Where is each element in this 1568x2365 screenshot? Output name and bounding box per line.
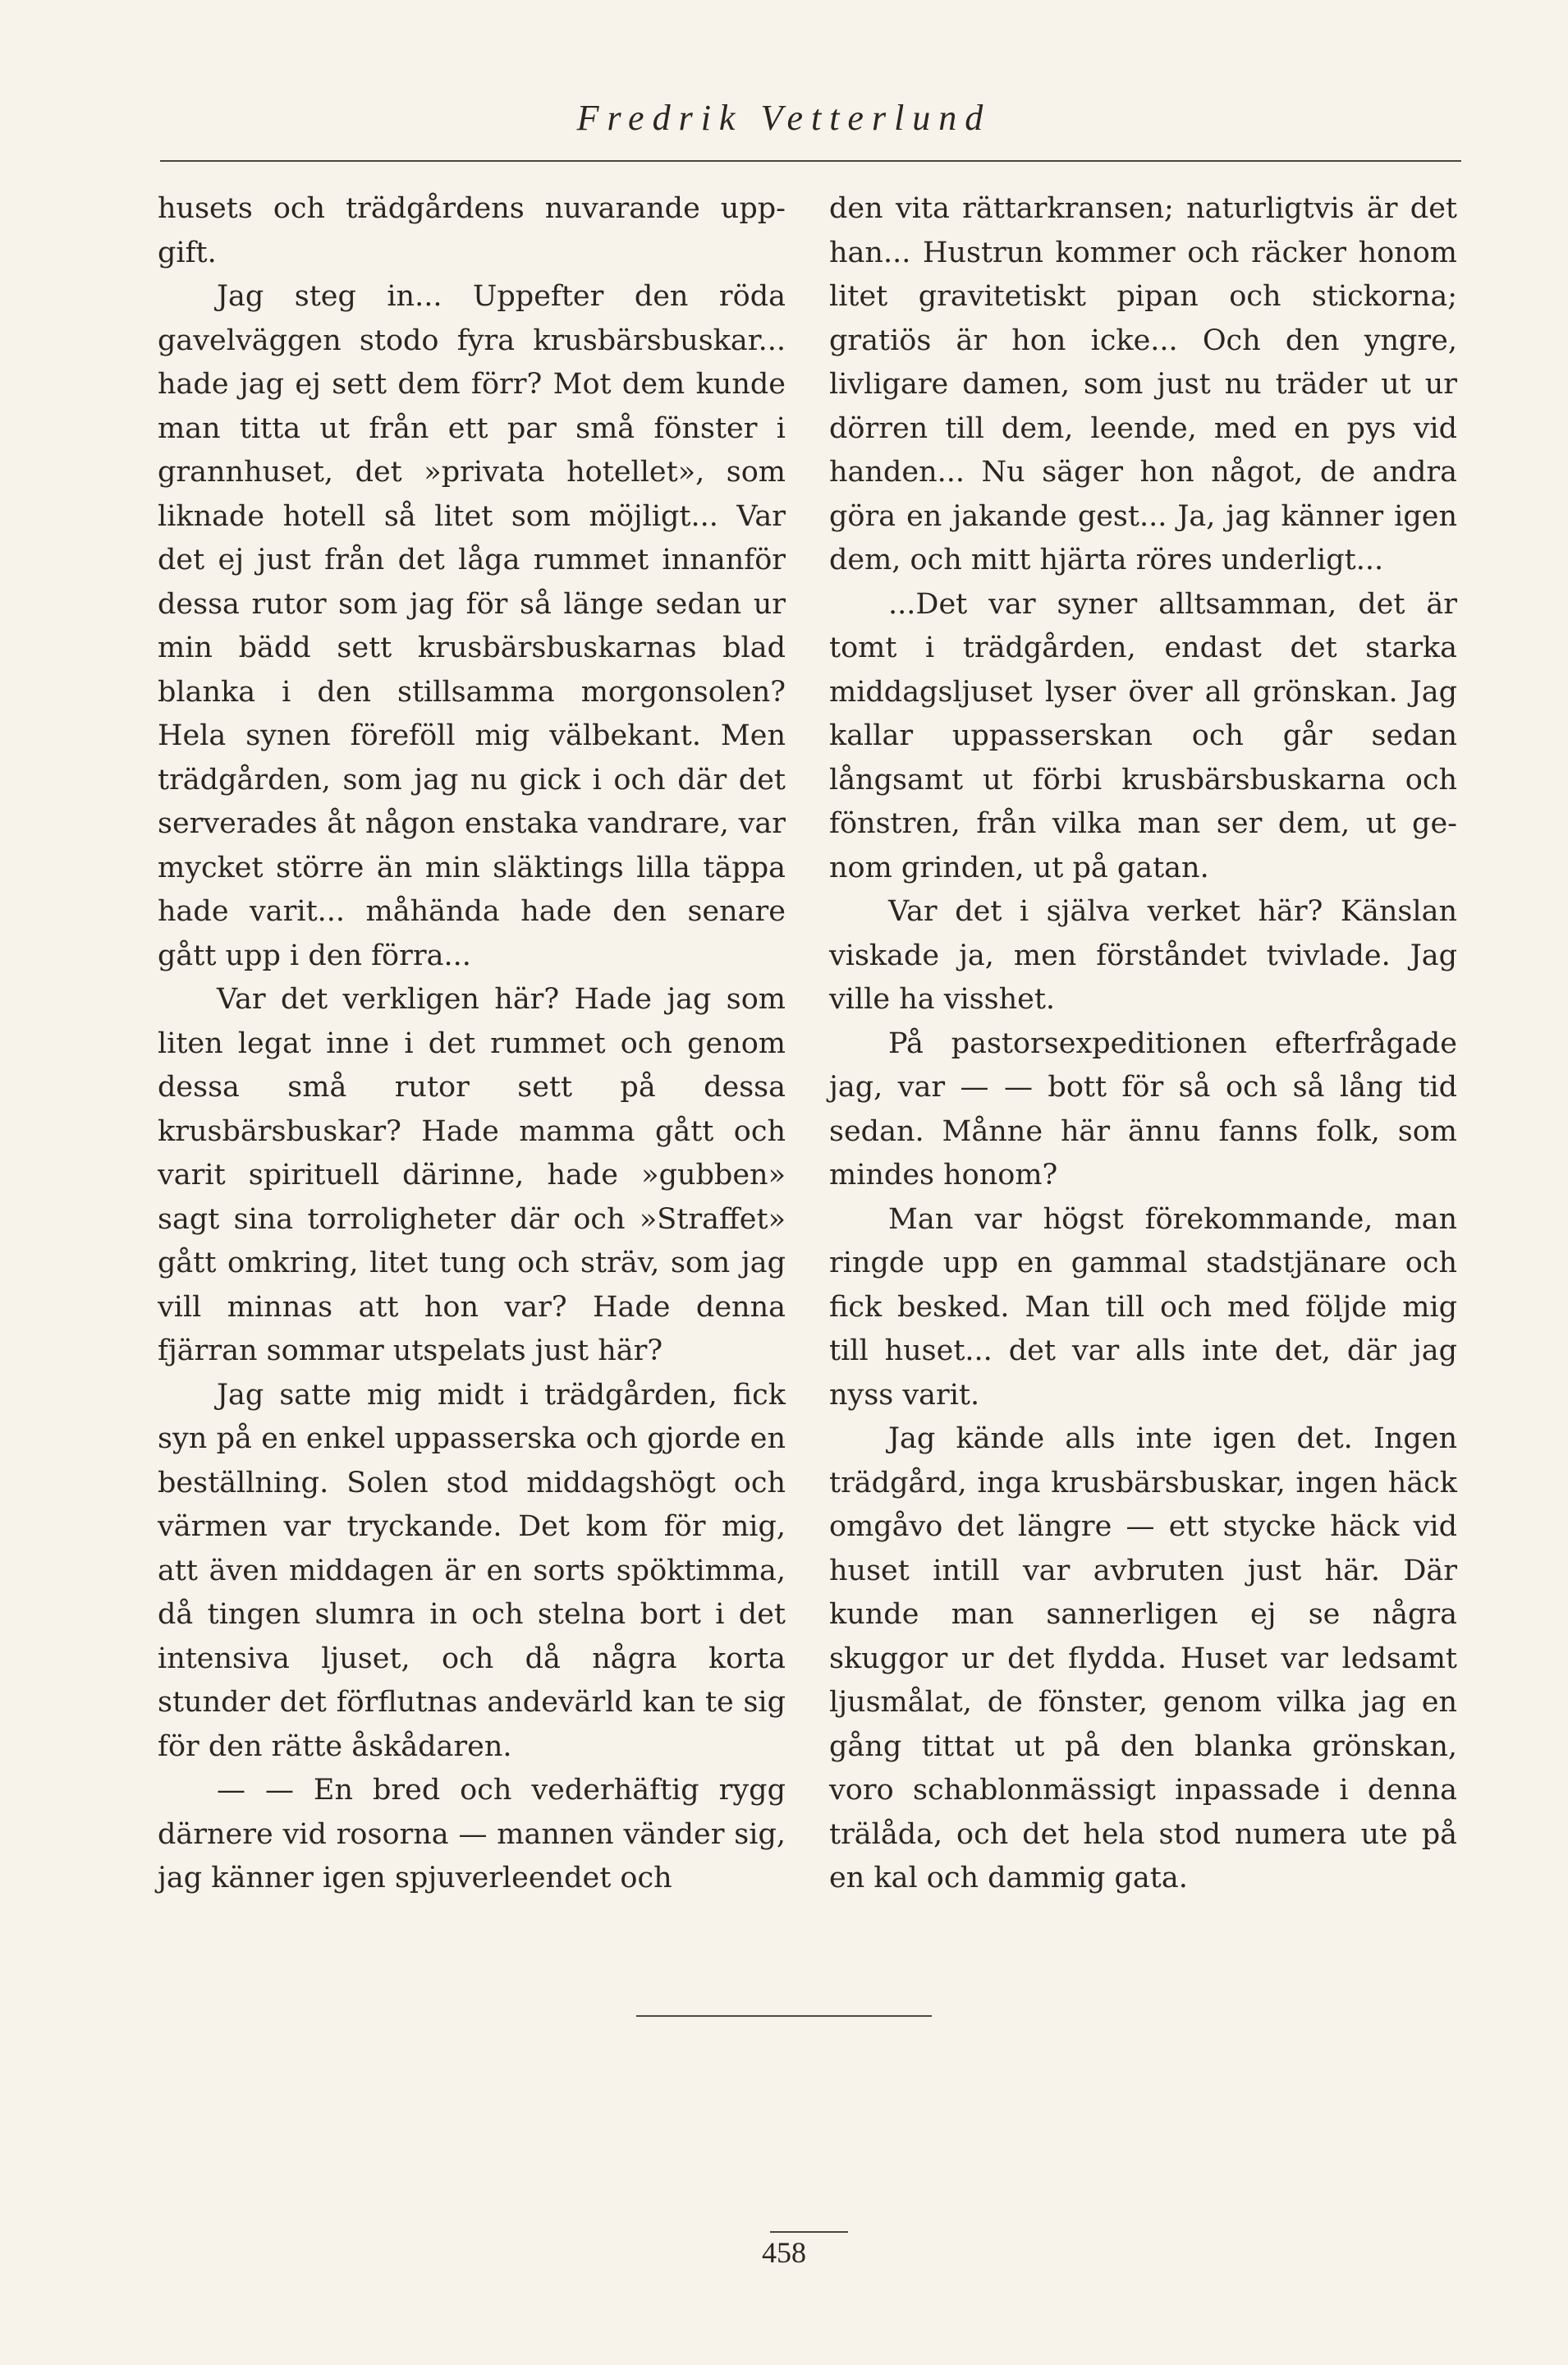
paragraph: ...Det var syner alltsamman, det är tomt i trädgården, endast det starka middagsljuset lyser över all grönskan. Jag kallar uppasserskan och går sedan långsamt ut förbi krusbärsbuskarna och fönstren, från vilka man ser dem, ut genom grinden, ut på gatan. (829, 587, 1457, 884)
paragraph: — — En bred och vederhäftig rygg därnere vid rosorna — mannen vänder sig, jag känner igen spjuverleendet och (158, 1774, 786, 1894)
right-column (829, 187, 1457, 1901)
paragraph: Man var högst förekommande, man ringde upp en gammal stadstjänare och fick besked. Man till och med följde mig till huset... det var alls inte det, där jag nyss varit. (829, 1202, 1457, 1412)
paragraph: husets och trädgårdens nuvarande uppgift. (158, 192, 786, 269)
paragraph: Var det verkligen här? Hade jag som liten legat inne i det rummet och genom dessa små rutor sett på dessa krusbärsbuskar? Hade mamma gått och varit spirituell därinne, hade »gubben» sagt sina torroligheter där och »Straffet» gått omkring, litet tung och sträv, som jag vill minnas att hon var? Hade denna fjärran sommar utspelats just här? (158, 983, 786, 1367)
paragraph: Jag satte mig midt i trädgården, fick syn på en enkel uppasserska och gjorde en beställning. Solen stod middagshögt och värmen var tryckande. Det kom för mig, att även middagen är en sorts spöktimma, då tingen slumra in och stelna bort i det intensiva ljuset, och då några korta stunder det förflutnas andevärld kan te sig för den rätte åskådaren. (158, 1378, 786, 1763)
header-rule (160, 160, 1461, 162)
paragraph: Jag kände alls inte igen det. Ingen trädgård, inga krusbärsbuskar, ingen häck omgåvo det längre — ett stycke häck vid huset intill var avbruten just här. Där kunde man sannerligen ej se några skuggor ur det flydda. Huset var ledsamt ljusmålat, de fönster, genom vilka jag en gång tittat ut på den blanka grönskan, voro schablonmässigt inpassade i denna trälåda, och det hela stod numera ute på en kal och dammig gata. (829, 1422, 1457, 1894)
end-of-article-rule (636, 2015, 932, 2017)
paragraph: Jag steg in... Uppefter den röda gavelväggen stodo fyra krusbärsbuskar... hade jag ej sett dem förr? Mot dem kunde man titta ut från ett par små fönster i grannhuset, det »privata hotellet», som liknade hotell så litet som möjligt... Var det ej just från det låga rummet innanför dessa rutor som jag för så länge sedan ur min bädd sett krusbärsbuskarnas blad blanka i den stillsamma morgonsolen? Hela synen föreföll mig välbekant. Men trädgården, som jag nu gick i och där det serverades åt någon enstaka vandrare, var mycket större än min släktings lilla täppa hade varit... måhända hade den senare gått upp i den förra... (158, 280, 786, 972)
running-title: Fredrik Vetterlund (576, 98, 992, 138)
page-number: 458 (762, 2236, 806, 2269)
paragraph: På pastorsexpeditionen efterfrågade jag, var — — bott för så och så lång tid sedan. Månne här ännu fanns folk, som mindes honom? (829, 1026, 1457, 1192)
left-column (158, 187, 786, 1901)
paragraph: den vita rättarkransen; naturligtvis är det han... Hustrun kommer och räcker honom litet gravitetiskt pipan och stickorna; gratiös är hon icke... Och den yngre, livligare damen, som just nu träder ut ur dörren till dem, leende, med en pys vid handen... Nu säger hon något, de andra göra en jakande gest... Ja, jag känner igen dem, och mitt hjärta röres underligt... (829, 192, 1457, 576)
page-number-rule (770, 2231, 848, 2233)
paragraph: Var det i själva verket här? Känslan viskade ja, men förståndet tvivlade. Jag ville ha visshet. (829, 895, 1457, 1016)
